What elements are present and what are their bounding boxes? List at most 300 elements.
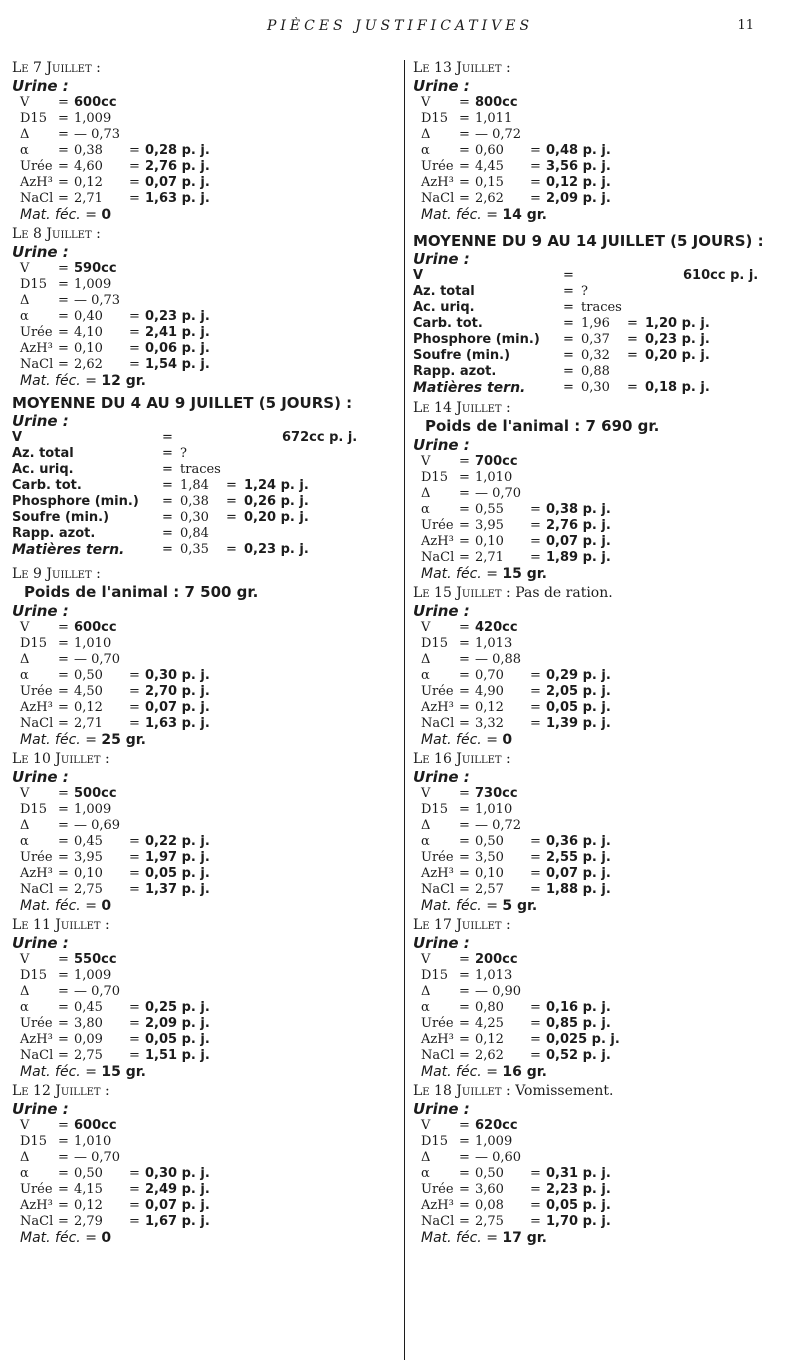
- measure-result: 1,88 p. j.: [546, 882, 611, 897]
- moyenne-row: [12, 542, 397, 558]
- measure-label: D15: [421, 968, 448, 983]
- day-block: [12, 566, 397, 749]
- measure-label: Urée: [20, 159, 53, 174]
- measure-row: [413, 1166, 798, 1182]
- equals-sign: =: [129, 716, 140, 731]
- measure-result: 0,36 p. j.: [546, 834, 611, 849]
- measure-row: [413, 620, 798, 636]
- measure-result: 2,55 p. j.: [546, 850, 611, 865]
- urine-subtitle: Urine :: [12, 77, 69, 95]
- equals-sign: =: [459, 191, 470, 206]
- mat-fec-value: 0: [101, 1230, 112, 1246]
- measure-result: 1,39 p. j.: [546, 716, 611, 731]
- equals-sign: =: [58, 984, 69, 999]
- equals-sign: =: [226, 510, 237, 525]
- equals-sign: =: [530, 700, 541, 715]
- moyenne-row: [413, 380, 798, 396]
- mat-fec-row: Mat. féc. = 0: [20, 1230, 112, 1246]
- measure-result: 0,05 p. j.: [546, 700, 611, 715]
- equals-sign: =: [459, 454, 470, 469]
- measure-value: — 0,60: [475, 1150, 522, 1165]
- mat-fec-value: 16 gr.: [502, 1064, 547, 1080]
- equals-sign: =: [129, 1048, 140, 1063]
- mat-fec-label: Mat. féc.: [20, 207, 81, 223]
- urine-subtitle: Urine :: [12, 1100, 69, 1118]
- running-title: PIÈCES JUSTIFICATIVES: [266, 18, 534, 34]
- equals-sign: =: [58, 159, 69, 174]
- measure-row: [413, 1214, 798, 1230]
- moyenne-value: 0,30: [180, 510, 209, 525]
- measure-result: 700cc: [475, 454, 518, 469]
- measure-value: 1,009: [74, 802, 112, 817]
- measure-label: Urée: [421, 518, 454, 533]
- equals-sign: =: [459, 786, 470, 801]
- equals-sign: =: [58, 1016, 69, 1031]
- measure-row: [413, 95, 798, 111]
- measure-value: 1,010: [475, 802, 513, 817]
- measure-result: 0,22 p. j.: [145, 834, 210, 849]
- measure-value: — 0,69: [74, 818, 121, 833]
- mat-fec-value: 15 gr.: [101, 1064, 146, 1080]
- moyenne-row: [413, 284, 798, 300]
- measure-result: 1,37 p. j.: [145, 882, 210, 897]
- moyenne-label: Ac. uriq.: [12, 462, 74, 477]
- measure-value: — 0,88: [475, 652, 522, 667]
- equals-sign: =: [129, 850, 140, 865]
- measure-value: 1,010: [74, 1134, 112, 1149]
- measure-label: α: [20, 143, 29, 158]
- measure-label: α: [20, 1000, 29, 1015]
- equals-sign: =: [129, 834, 140, 849]
- equals-sign: =: [530, 1000, 541, 1015]
- equals-sign: =: [459, 1198, 470, 1213]
- measure-value: — 0,70: [475, 486, 522, 501]
- measure-result: 1,67 p. j.: [145, 1214, 210, 1229]
- measure-result: 500cc: [74, 786, 117, 801]
- measure-label: NaCl: [421, 1214, 455, 1229]
- equals-sign: =: [530, 1048, 541, 1063]
- moyenne-label: Rapp. azot.: [413, 364, 497, 379]
- day-block: [413, 1083, 798, 1247]
- equals-sign: =: [129, 1198, 140, 1213]
- equals-sign: =: [58, 1134, 69, 1149]
- measure-value: 0,12: [475, 700, 504, 715]
- mat-fec-row: Mat. féc. = 0: [421, 732, 513, 748]
- measure-label: D15: [421, 636, 448, 651]
- measure-row: [12, 293, 397, 309]
- measure-result: 0,05 p. j.: [145, 866, 210, 881]
- moyenne-value: 0,30: [581, 380, 610, 395]
- day-heading-text: Le 11 Juillet :: [12, 917, 110, 933]
- measure-row: [12, 1048, 397, 1064]
- equals-sign: =: [129, 700, 140, 715]
- equals-sign: =: [129, 1182, 140, 1197]
- day-heading: [12, 60, 397, 77]
- mat-fec-label: Mat. féc.: [421, 732, 482, 748]
- equals-sign: =: [459, 968, 470, 983]
- equals-sign: =: [129, 866, 140, 881]
- equals-sign: =: [162, 542, 173, 557]
- measure-result: 3,56 p. j.: [546, 159, 611, 174]
- equals-sign: =: [563, 300, 574, 315]
- measure-label: NaCl: [421, 716, 455, 731]
- measure-row: [413, 818, 798, 834]
- measure-label: α: [421, 1000, 430, 1015]
- equals-sign: =: [58, 684, 69, 699]
- urine-subtitle: Urine :: [413, 436, 470, 454]
- measure-row: [12, 652, 397, 668]
- measure-row: [12, 818, 397, 834]
- measure-result: 0,16 p. j.: [546, 1000, 611, 1015]
- day-heading: [413, 400, 798, 417]
- day-heading-text: Le 16 Juillet :: [413, 751, 511, 767]
- measure-value: 2,71: [74, 716, 103, 731]
- measure-label: V: [421, 1118, 431, 1133]
- equals-sign: =: [530, 716, 541, 731]
- equals-sign: =: [530, 866, 541, 881]
- equals-sign: =: [459, 486, 470, 501]
- day-heading-note: Pas de ration.: [515, 585, 613, 601]
- measure-value: 0,45: [74, 1000, 103, 1015]
- equals-sign: =: [627, 380, 638, 395]
- mat-fec-value: 5 gr.: [502, 898, 538, 914]
- measure-row: [12, 1134, 397, 1150]
- equals-sign: =: [459, 700, 470, 715]
- measure-label: Urée: [20, 325, 53, 340]
- moyenne-value: 0,88: [581, 364, 610, 379]
- equals-sign: =: [58, 111, 69, 126]
- measure-value: 3,60: [475, 1182, 504, 1197]
- measure-result: 0,31 p. j.: [546, 1166, 611, 1181]
- measure-label: AzH³: [421, 866, 454, 881]
- equals-sign: =: [459, 1000, 470, 1015]
- day-block: [413, 400, 798, 583]
- measure-value: 3,95: [475, 518, 504, 533]
- measure-value: 4,60: [74, 159, 103, 174]
- measure-value: 4,10: [74, 325, 103, 340]
- measure-row: [413, 127, 798, 143]
- measure-value: 1,009: [74, 277, 112, 292]
- measure-row: [413, 111, 798, 127]
- moyenne-value: 1,84: [180, 478, 209, 493]
- measure-label: AzH³: [20, 341, 53, 356]
- equals-sign: =: [58, 175, 69, 190]
- equals-sign: =: [459, 1048, 470, 1063]
- measure-label: NaCl: [421, 882, 455, 897]
- moyenne-label: Carb. tot.: [12, 478, 82, 493]
- measure-row: [12, 1016, 397, 1032]
- moyenne-label: Az. total: [12, 446, 74, 461]
- urine-subtitle: Urine :: [12, 934, 69, 952]
- measure-label: Urée: [20, 1182, 53, 1197]
- measure-row: [413, 1118, 798, 1134]
- measure-label: AzH³: [20, 1198, 53, 1213]
- equals-sign: =: [58, 1214, 69, 1229]
- measure-value: — 0,73: [74, 127, 121, 142]
- equals-sign: =: [129, 191, 140, 206]
- page-header: [0, 18, 800, 58]
- measure-label: V: [421, 454, 431, 469]
- measure-label: Δ: [421, 984, 431, 999]
- moyenne-label: Ac. uriq.: [413, 300, 475, 315]
- measure-result: 0,07 p. j.: [546, 534, 611, 549]
- measure-label: V: [20, 261, 30, 276]
- measure-result: 1,70 p. j.: [546, 1214, 611, 1229]
- measure-label: V: [421, 620, 431, 635]
- mat-fec-row: Mat. féc. = 15 gr.: [20, 1064, 146, 1080]
- equals-sign: =: [58, 716, 69, 731]
- moyenne-result: 0,20 p. j.: [645, 348, 710, 363]
- moyenne-block: [413, 232, 798, 396]
- measure-row: [12, 95, 397, 111]
- measure-result: 1,97 p. j.: [145, 850, 210, 865]
- equals-sign: =: [459, 952, 470, 967]
- moyenne-row: [12, 494, 397, 510]
- moyenne-row: [12, 430, 397, 446]
- day-block: [413, 917, 798, 1081]
- equals-sign: =: [459, 1214, 470, 1229]
- mat-fec-row: Mat. féc. = 15 gr.: [421, 566, 547, 582]
- measure-row: [12, 684, 397, 700]
- measure-row: [413, 866, 798, 882]
- measure-value: 0,12: [74, 175, 103, 190]
- measure-row: [12, 968, 397, 984]
- measure-row: [12, 127, 397, 143]
- equals-sign: =: [627, 332, 638, 347]
- day-heading: [12, 566, 397, 583]
- equals-sign: =: [530, 1166, 541, 1181]
- equals-sign: =: [530, 882, 541, 897]
- measure-label: Δ: [421, 818, 431, 833]
- measure-value: 3,32: [475, 716, 504, 731]
- measure-label: V: [20, 1118, 30, 1133]
- measure-row: [413, 1150, 798, 1166]
- equals-sign: =: [58, 143, 69, 158]
- measure-result: 2,76 p. j.: [546, 518, 611, 533]
- measure-result: 590cc: [74, 261, 117, 276]
- measure-result: 0,05 p. j.: [546, 1198, 611, 1213]
- moyenne-row: [12, 462, 397, 478]
- measure-result: 2,76 p. j.: [145, 159, 210, 174]
- day-heading-text: Le 13 Juillet :: [413, 60, 511, 76]
- equals-sign: =: [129, 668, 140, 683]
- equals-sign: =: [459, 984, 470, 999]
- measure-label: Δ: [421, 486, 431, 501]
- measure-value: 0,70: [475, 668, 504, 683]
- measure-label: V: [421, 952, 431, 967]
- measure-value: 2,62: [475, 1048, 504, 1063]
- moyenne-row: [413, 300, 798, 316]
- measure-value: 1,013: [475, 636, 513, 651]
- day-heading-text: Le 14 Juillet :: [413, 400, 511, 416]
- measure-row: [12, 191, 397, 207]
- mat-fec-value: 17 gr.: [502, 1230, 547, 1246]
- day-heading: [12, 917, 397, 934]
- mat-fec-row: Mat. féc. = 14 gr.: [421, 207, 547, 223]
- measure-label: D15: [20, 277, 47, 292]
- equals-sign: =: [58, 850, 69, 865]
- equals-sign: =: [58, 127, 69, 142]
- measure-row: [12, 1198, 397, 1214]
- equals-sign: =: [58, 802, 69, 817]
- day-block: [12, 751, 397, 915]
- moyenne-row: [12, 446, 397, 462]
- measure-label: Urée: [20, 1016, 53, 1031]
- equals-sign: =: [459, 550, 470, 565]
- measure-row: [413, 652, 798, 668]
- measure-label: V: [421, 95, 431, 110]
- measure-result: 2,09 p. j.: [546, 191, 611, 206]
- measure-label: NaCl: [20, 191, 54, 206]
- day-block: [413, 751, 798, 915]
- equals-sign: =: [129, 341, 140, 356]
- right-column: [413, 60, 798, 1247]
- measure-label: NaCl: [20, 357, 54, 372]
- measure-label: Δ: [421, 652, 431, 667]
- equals-sign: =: [58, 786, 69, 801]
- equals-sign: =: [58, 1000, 69, 1015]
- equals-sign: =: [563, 316, 574, 331]
- equals-sign: =: [459, 802, 470, 817]
- moyenne-value: 0,84: [180, 526, 209, 541]
- measure-row: [413, 834, 798, 850]
- day-block: [12, 1083, 397, 1247]
- equals-sign: =: [530, 1182, 541, 1197]
- measure-value: 0,50: [475, 1166, 504, 1181]
- measure-label: Δ: [20, 1150, 30, 1165]
- urine-subtitle: Urine :: [413, 934, 470, 952]
- day-block: [12, 917, 397, 1081]
- equals-sign: =: [58, 95, 69, 110]
- measure-row: [413, 850, 798, 866]
- measure-row: [12, 1150, 397, 1166]
- mat-fec-row: Mat. féc. = 12 gr.: [20, 373, 146, 389]
- measure-row: [12, 1182, 397, 1198]
- measure-value: 1,010: [475, 470, 513, 485]
- equals-sign: =: [129, 1000, 140, 1015]
- day-heading: [12, 226, 397, 243]
- measure-value: — 0,70: [74, 1150, 121, 1165]
- equals-sign: =: [563, 332, 574, 347]
- measure-row: [12, 111, 397, 127]
- measure-label: D15: [421, 470, 448, 485]
- measure-row: [413, 159, 798, 175]
- measure-value: 2,75: [475, 1214, 504, 1229]
- equals-sign: =: [129, 325, 140, 340]
- mat-fec-label: Mat. féc.: [20, 1230, 81, 1246]
- measure-value: 2,71: [74, 191, 103, 206]
- moyenne-title: MOYENNE DU 9 AU 14 JUILLET (5 JOURS) :: [413, 232, 764, 250]
- measure-row: [12, 261, 397, 277]
- mat-fec-value: 25 gr.: [101, 732, 146, 748]
- measure-label: Urée: [421, 1182, 454, 1197]
- measure-row: [413, 1000, 798, 1016]
- equals-sign: =: [58, 866, 69, 881]
- measure-row: [12, 866, 397, 882]
- equals-sign: =: [58, 261, 69, 276]
- equals-sign: =: [459, 534, 470, 549]
- measure-label: α: [20, 1166, 29, 1181]
- day-heading-text: Le 15 Juillet :: [413, 585, 511, 601]
- measure-result: 1,54 p. j.: [145, 357, 210, 372]
- measure-value: — 0,90: [475, 984, 522, 999]
- mat-fec-label: Mat. féc.: [421, 566, 482, 582]
- day-heading-note: Vomissement.: [515, 1083, 614, 1099]
- measure-label: Urée: [421, 159, 454, 174]
- equals-sign: =: [530, 143, 541, 158]
- equals-sign: =: [530, 191, 541, 206]
- measure-result: 0,28 p. j.: [145, 143, 210, 158]
- measure-result: 800cc: [475, 95, 518, 110]
- equals-sign: =: [459, 175, 470, 190]
- measure-row: [12, 175, 397, 191]
- measure-result: 600cc: [74, 95, 117, 110]
- urine-subtitle: Urine :: [413, 1100, 470, 1118]
- measure-result: 0,25 p. j.: [145, 1000, 210, 1015]
- measure-result: 2,41 p. j.: [145, 325, 210, 340]
- moyenne-value: 1,96: [581, 316, 610, 331]
- equals-sign: =: [459, 1016, 470, 1031]
- equals-sign: =: [162, 478, 173, 493]
- equals-sign: =: [162, 462, 173, 477]
- measure-result: 0,48 p. j.: [546, 143, 611, 158]
- moyenne-row: [12, 510, 397, 526]
- measure-result: 730cc: [475, 786, 518, 801]
- equals-sign: =: [530, 518, 541, 533]
- measure-row: [12, 802, 397, 818]
- mat-fec-row: Mat. féc. = 25 gr.: [20, 732, 146, 748]
- measure-value: 0,10: [74, 866, 103, 881]
- measure-result: 0,29 p. j.: [546, 668, 611, 683]
- measure-value: 4,15: [74, 1182, 103, 1197]
- measure-label: D15: [20, 111, 47, 126]
- measure-result: 0,07 p. j.: [546, 866, 611, 881]
- measure-label: α: [421, 668, 430, 683]
- moyenne-label: Soufre (min.): [413, 348, 511, 363]
- measure-value: 0,80: [475, 1000, 504, 1015]
- mat-fec-value: 12 gr.: [101, 373, 146, 389]
- equals-sign: =: [58, 834, 69, 849]
- measure-value: — 0,72: [475, 818, 522, 833]
- measure-row: [413, 143, 798, 159]
- measure-result: 620cc: [475, 1118, 518, 1133]
- equals-sign: =: [530, 534, 541, 549]
- measure-label: AzH³: [20, 700, 53, 715]
- moyenne-result: 1,24 p. j.: [244, 478, 309, 493]
- measure-value: 0,50: [74, 1166, 103, 1181]
- mat-fec-row: Mat. féc. = 17 gr.: [421, 1230, 547, 1246]
- measure-result: 0,52 p. j.: [546, 1048, 611, 1063]
- equals-sign: =: [162, 430, 173, 445]
- equals-sign: =: [226, 494, 237, 509]
- equals-sign: =: [459, 866, 470, 881]
- measure-label: Urée: [421, 1016, 454, 1031]
- measure-value: 1,009: [475, 1134, 513, 1149]
- measure-row: [413, 550, 798, 566]
- equals-sign: =: [459, 1118, 470, 1133]
- measure-value: 1,009: [74, 968, 112, 983]
- measure-value: 2,75: [74, 1048, 103, 1063]
- measure-value: 0,09: [74, 1032, 103, 1047]
- equals-sign: =: [627, 348, 638, 363]
- equals-sign: =: [530, 834, 541, 849]
- equals-sign: =: [129, 159, 140, 174]
- moyenne-value: ?: [581, 284, 588, 299]
- urine-subtitle: Urine :: [12, 243, 69, 261]
- equals-sign: =: [459, 1166, 470, 1181]
- equals-sign: =: [530, 159, 541, 174]
- measure-result: 420cc: [475, 620, 518, 635]
